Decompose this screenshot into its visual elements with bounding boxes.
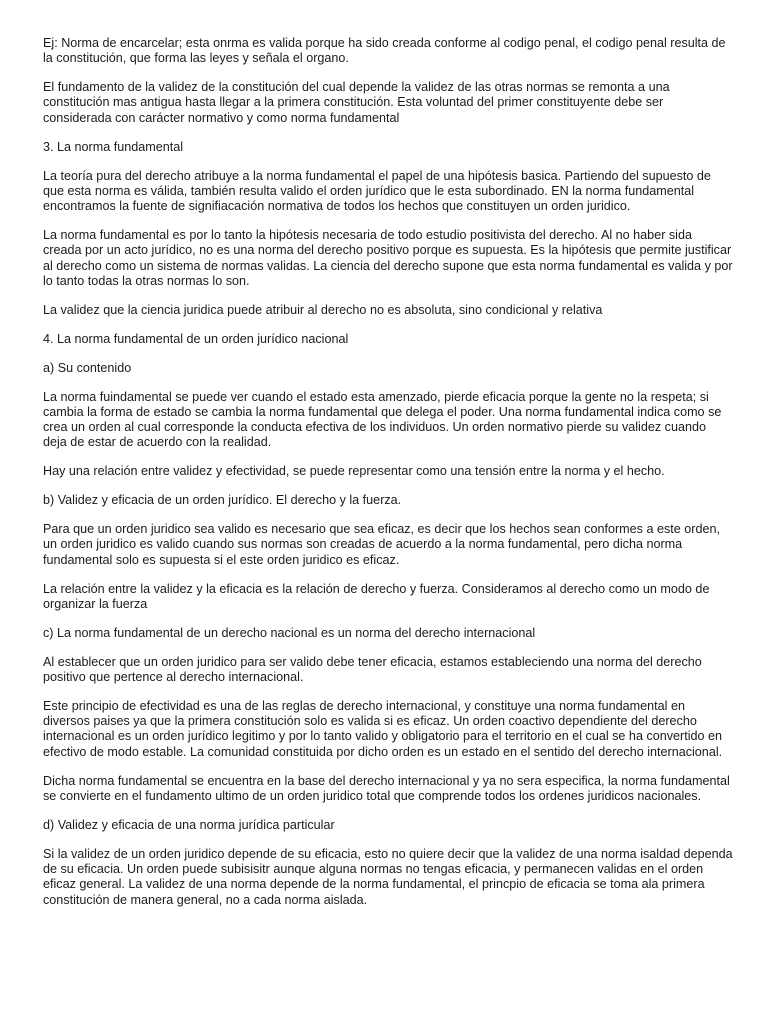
paragraph-ultimate-foundation: Dicha norma fundamental se encuentra en la base del derecho internacional y ya no sera especifica, la norma fundamental se convierte en el fundamento ultimo de un orden juridico total que comprende todos los ordenes juridicos nacionales. bbox=[43, 773, 730, 803]
paragraph-law-force: La relación entre la validez y la eficacia es la relación de derecho y fuerza. Consideramos al derecho como un modo de organizar la fuerza bbox=[43, 581, 710, 611]
paragraph-hypothesis: La norma fundamental es por lo tanto la hipótesis necesaria de todo estudio positivista del derecho. Al no haber sida creada por un acto jurídico, no es una norma del derecho positivo porque es supuesta. Es la hipótesis que permite justificar al derecho como un sistema de normas validas. La ciencia del derecho supone que esta norma fundamental es valida y por lo tanto todas la otras normas lo son. bbox=[43, 228, 733, 288]
paragraph-relative-validity: La validez que la ciencia juridica puede atribuir al derecho no es absoluta, sino condicional y relativa bbox=[43, 302, 603, 317]
subsection-heading-a: a) Su contenido bbox=[43, 360, 132, 375]
document-page bbox=[43, 36, 733, 921]
paragraph-tension: Hay una relación entre validez y efectividad, se puede representar como una tensión entre la norma y el hecho. bbox=[43, 464, 665, 479]
subsection-heading-b: b) Validez y eficacia de un orden jurídico. El derecho y la fuerza. bbox=[43, 493, 402, 508]
section-heading-4: 4. La norma fundamental de un orden jurídico nacional bbox=[43, 331, 349, 346]
section-heading-3: 3. La norma fundamental bbox=[43, 139, 184, 154]
paragraph-international-norm: Al establecer que un orden juridico para ser valido debe tener eficacia, estamos estableciendo una norma del derecho positivo que pertence al derecho internacional. bbox=[43, 654, 702, 684]
paragraph-pure-theory: La teoría pura del derecho atribuye a la norma fundamental el papel de una hipótesis basica. Partiendo del supuesto de que esta norma es válida, también resulta valido el orden jurídico que le esta subordinado. EN la norma fundamental encontramos la fuente de signifiacación normativa de todos los hechos que constituyen un orden juridico. bbox=[43, 168, 711, 214]
subsection-heading-c: c) La norma fundamental de un derecho nacional es un norma del derecho internacional bbox=[43, 625, 536, 640]
paragraph-efficacy: Para que un orden juridico sea valido es necesario que sea eficaz, es decir que los hechos sean conformes a este orden, un orden juridico es valido cuando sus normas son creadas de acuerdo a la norma fundamental, pero dicha norma fundamental solo es supuesta si el este orden juridico es eficaz. bbox=[43, 522, 720, 567]
paragraph-constitution-validity: El fundamento de la validez de la constitución del cual depende la validez de las otras normas se remonta a una constitución mas antigua hasta llegar a la primera constitución. Esta voluntad del primer constituyente debe ser considerada con carácter normativo y como norma fundamental bbox=[43, 80, 670, 125]
paragraph-content: La norma fuindamental se puede ver cuando el estado esta amenzado, pierde eficacia porque la gente no la respeta; si cambia la forma de estado se cambia la norma fundamental que delega el poder. Una norma fundamental indica como se crea un orden al cual corresponde la conducta efectiva de los individuos. Un orden normativo pierde su validez cuando deja de estar de acuerdo con la realidad. bbox=[43, 389, 722, 450]
paragraph-effectiveness-principle: Este principio de efectividad es una de las reglas de derecho internacional, y constituye una norma fundamental en diversos paises ya que la primera constitución solo es valida si es eficaz. Un orden coactivo dependiente del derecho internacional es un orden jurídico legitimo y por lo tanto valido y obligatorio para el territorio en el cual se ha convertido en efectivo de modo estable. La comunidad constituida por dicho orden es un estado en el sentido del derecho internacional. bbox=[43, 698, 723, 759]
paragraph-particular-norm: Si la validez de un orden juridico depende de su eficacia, esto no quiere decir que la validez de una norma isaldad dependa de su eficacia. Un orden puede subisisitr aunque alguna normas no tengas eficacia, y permanecen validas en el orden eficaz general. La validez de una norma depende de la norma fundamental, el princpio de eficacia se toma ala primera constitución de manera general, no a cada norma aislada. bbox=[43, 846, 733, 907]
subsection-heading-d: d) Validez y eficacia de una norma jurídica particular bbox=[43, 817, 335, 832]
paragraph-example: Ej: Norma de encarcelar; esta onrma es valida porque ha sido creada conforme al codigo penal, el codigo penal resulta de la constitución, que forma las leyes y señala el organo. bbox=[43, 36, 726, 66]
